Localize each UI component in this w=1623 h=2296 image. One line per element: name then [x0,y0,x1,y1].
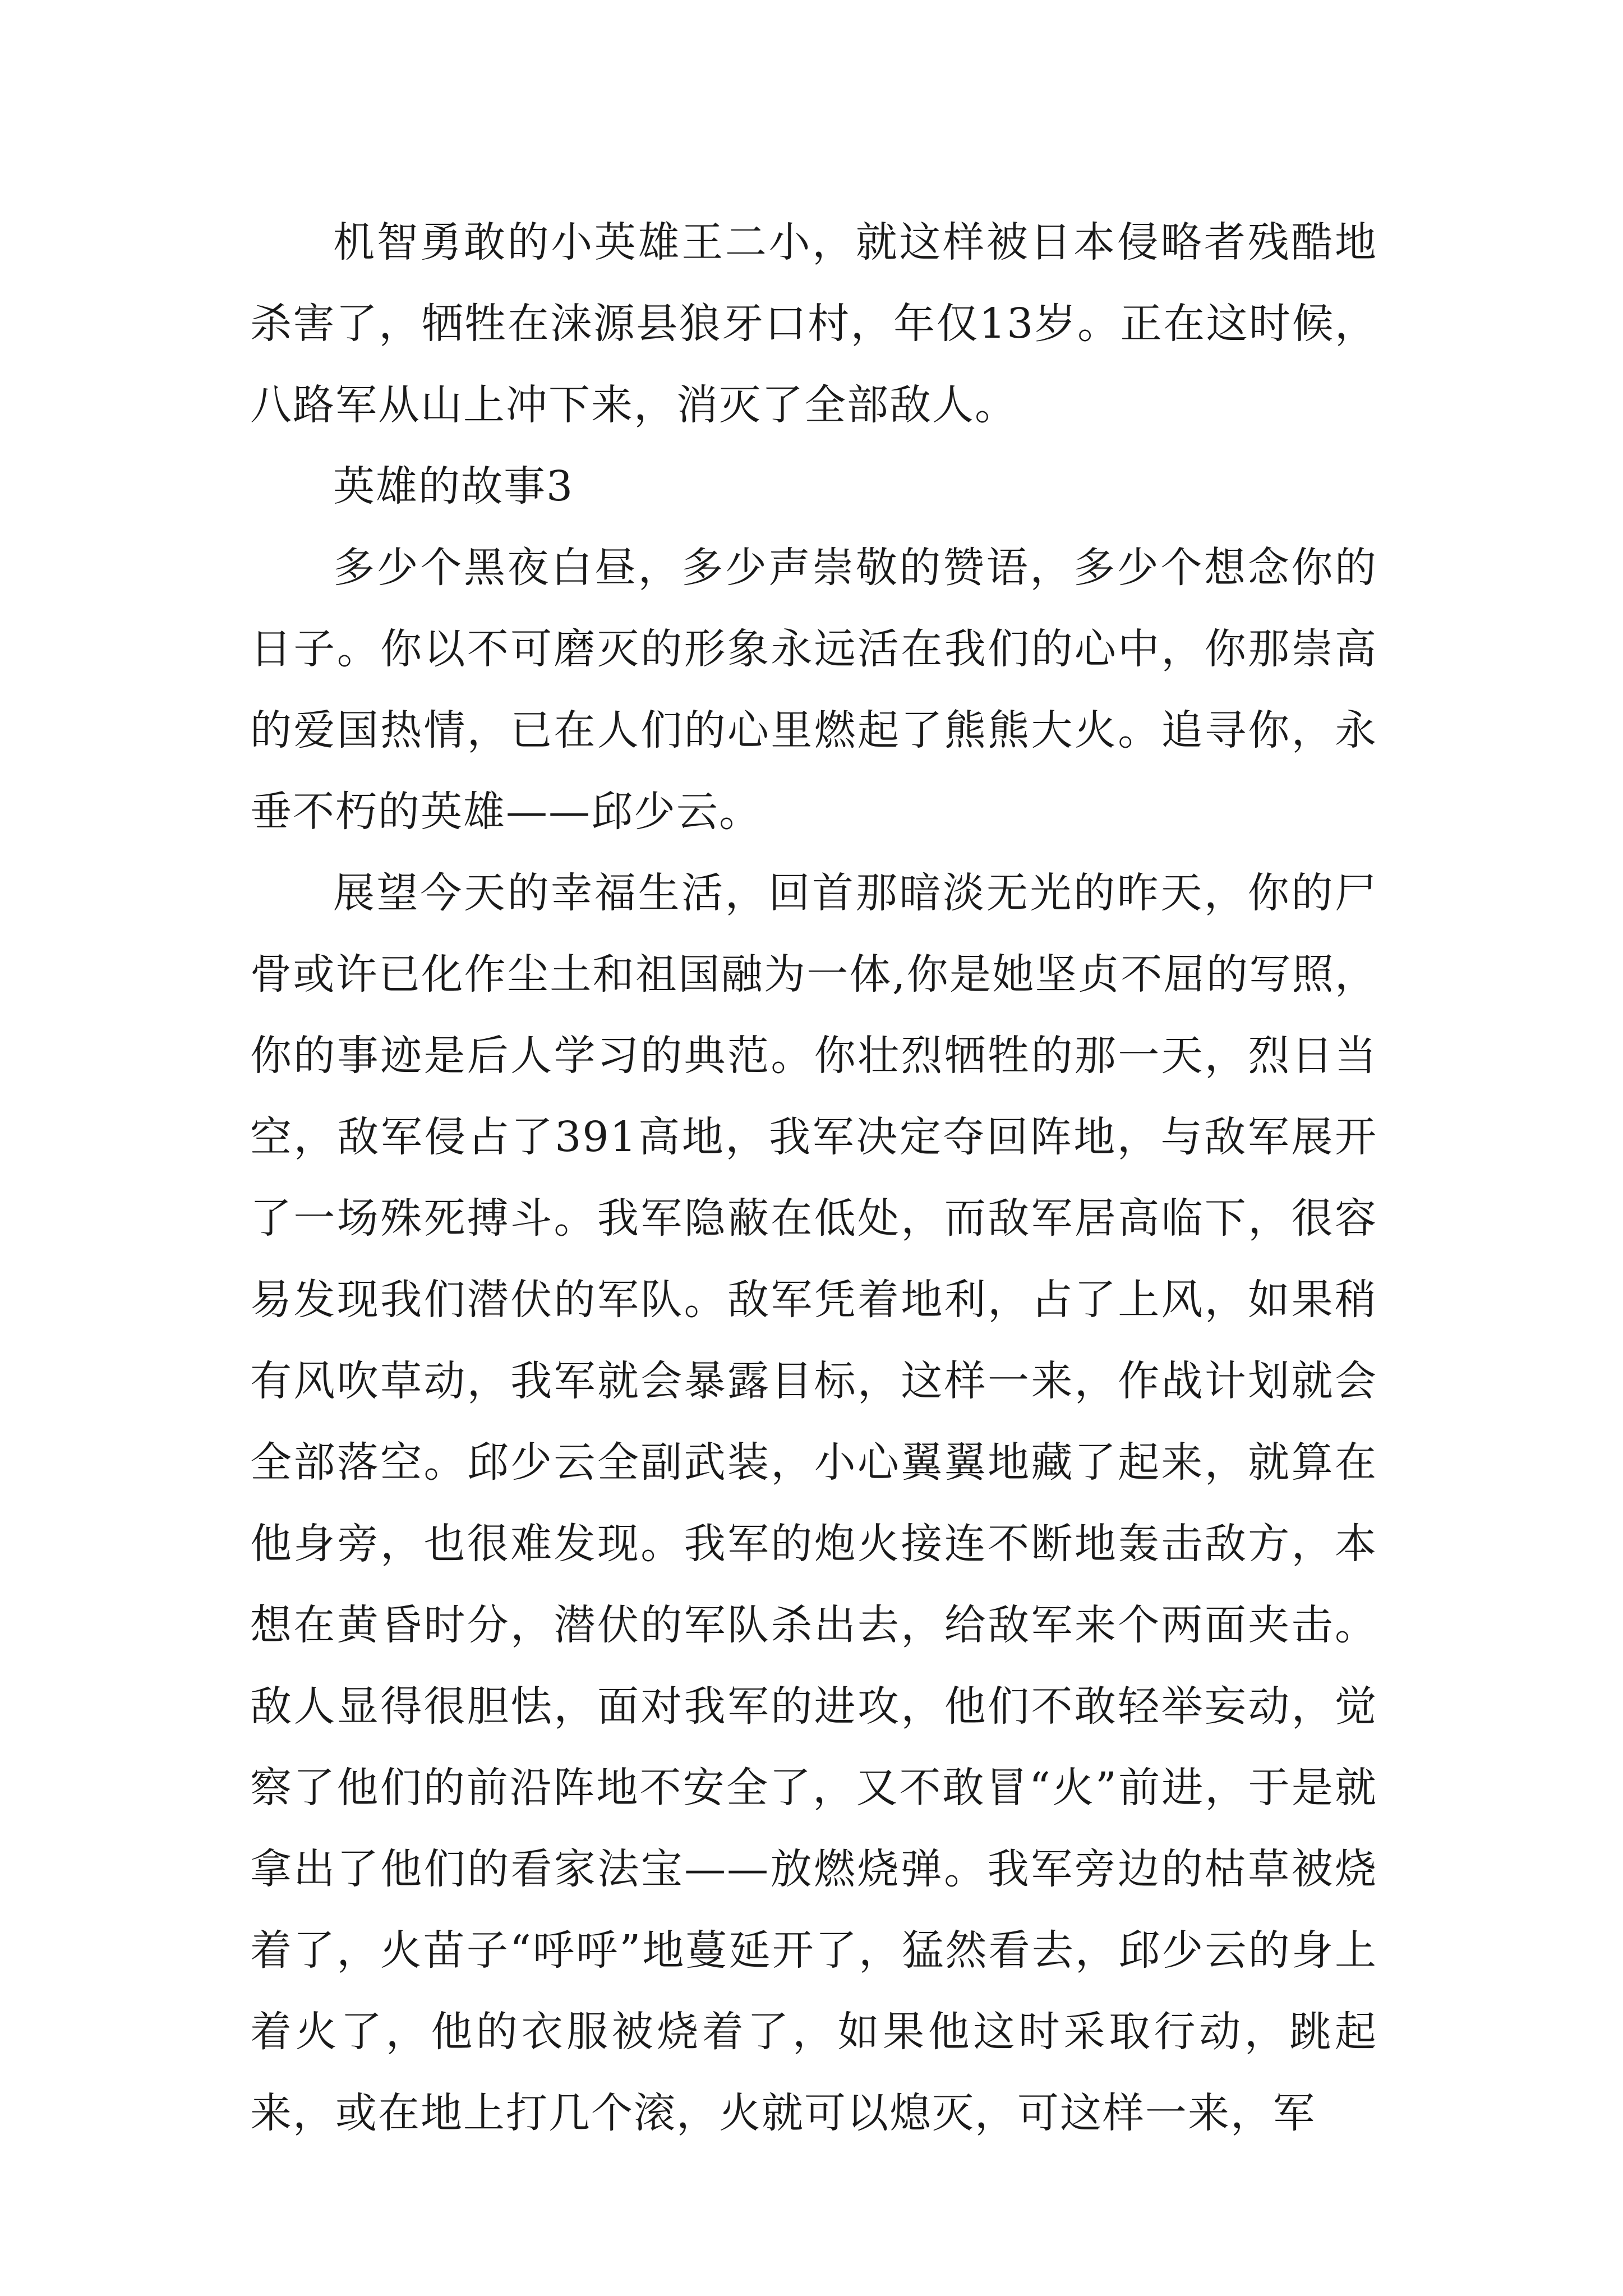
paragraph-qiu-shaoyun-story: 展望今天的幸福生活，回首那暗淡无光的昨天，你的尸骨或许已化作尘土和祖国融为一体,你是她坚贞不屈的写照，你的事迹是后人学习的典范。你壮烈牺牲的那一天，烈日当空，敌军侵占了391高地，我军决定夺回阵地，与敌军展开了一场殊死搏斗。我军隐蔽在低处，而敌军居高临下，很容易发现我们潜伏的军队。敌军凭着地利，占了上风，如果稍有风吹草动，我军就会暴露目标，这样一来，作战计划就会全部落空。邱少云全副武装，小心翼翼地藏了起来，就算在他身旁，也很难发现。我军的炮火接连不断地轰击敌方，本想在黄昏时分，潜伏的军队杀出去，给敌军来个两面夹击。敌人显得很胆怯，面对我军的进攻，他们不敢轻举妄动，觉察了他们的前沿阵地不安全了，又不敢冒“火”前进，于是就拿出了他们的看家法宝——放燃烧弹。我军旁边的枯草被烧着了，火苗子“呼呼”地蔓延开了，猛然看去，邱少云的身上着火了，他的衣服被烧着了，如果他这时采取行动，跳起来，或在地上打几个滚，火就可以熄灭，可这样一来，军 [250,869,1377,2137]
section-heading: 英雄的故事3 [333,462,574,510]
paragraph-qiu-shaoyun-intro: 多少个黑夜白昼，多少声崇敬的赞语，多少个想念你的日子。你以不可磨灭的形象永远活在我们的心中，你那崇高的爱国热情，已在人们的心里燃起了熊熊大火。追寻你，永垂不朽的英雄——邱少云。 [250,544,1377,836]
paragraph-wang-erxiao: 机智勇敢的小英雄王二小，就这样被日本侵略者残酷地杀害了，牺牲在涞源县狼牙口村，年仅13岁。正在这时候，八路军从山上冲下来，消灭了全部敌人。 [250,218,1377,429]
document-body [250,202,1377,2154]
